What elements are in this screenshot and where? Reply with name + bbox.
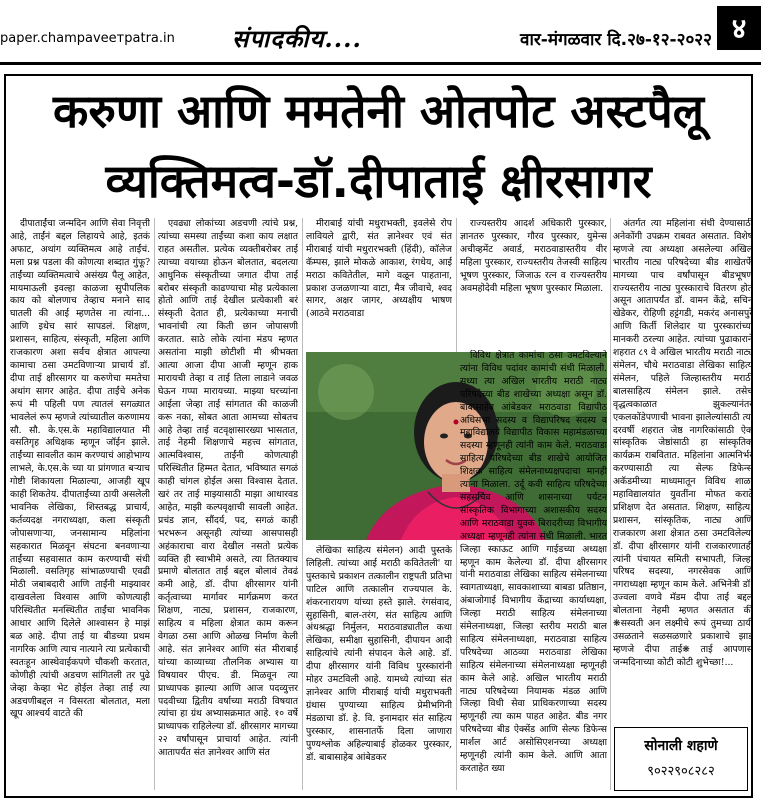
column-divider bbox=[302, 218, 303, 790]
article-column-4-top: राज्यस्तरीय आदर्श अधिकारी पुरस्कार, ज्ञानतरु पुरस्कार, गौरव पुरस्कार, युमेन्स अचीव्हमेंट अवार्ड, मराठवाडास्तरीय वीर महिला पुरस्कार, राज्यस्तरीय तेजस्वी साहित्य भूषण पुरस्कार, जिजाऊ रत्न व राज्यस्तरीय अवमहोदेवी महिला भूषण पुरस्कार मिळाला. bbox=[460, 218, 607, 294]
headline-line-2: व्यक्तिमत्व-डॉ.दीपाताई क्षीरसागर bbox=[105, 154, 652, 208]
article-column-3-top: मीराबाई यांची मधुराभक्ती, इवलेसे रोप लावियले द्वारी, संत ज्ञानेश्वर एवं संत मीराबाई यांची मधुरारभक्ती (हिंदी), कॉलेज कॅम्पस, झाले मोकळे आकाश, रंगधेय, आई मराठा कवितेतील, मागे वळून पाहताना, प्रकाश उजळणाऱ्या वाटा, मैत्र जीवाचे, श्वद सागर, अक्षर जागर, अध्यक्षीय भाषण (आठवे मराठवाडा bbox=[306, 218, 452, 320]
article-column-4-bottom: विविध क्षेत्रात कामांचा ठसा उमटविल्याने त्यांना विविध पदांवर कामांची संधी मिळाली. सध्या त्या अखिल भारतीय मराठी नाट्य परिषदेच्या बीड शाखेच्या अध्यक्षा असून डॉ. बाबासाहेब आंबेडकर मराठवाडा विद्यापीठ अधिसभा सदस्य व विद्यापरिषद सदस्य व महाविद्यालये विद्यापीठ विकास महामंडळाच्या सदस्या म्हणूनही त्यांनी काम केले. मराठवाडा साहित्य परिषदेच्या बीड शाखेचे आयोजित शिक्षक साहित्य संमेलनाध्यक्षपदाचा मानही त्यांना मिळाला. उर्दू कवी साहित्य परिषदेच्या सहसचिव आणि शासनाच्या पर्यटन सांस्कृतिक विभागाच्या अशासकीय सदस्य आणि मराठवाडा युवक बिरादरीच्या विभागीय अध्यक्षा म्हणूनही त्यांना संधी मिळाली. भारत जिल्हा स्काऊट आणि गाईडच्या अध्यक्षा म्हणून काम केलेल्या डॉ. दीपा क्षीरसागर यांनी मराठवाडा लेखिका साहित्य संमेलनाच्या स्वागताध्यक्षा, सावकाशाच्या बाबडा प्रतिष्ठान, अंबाजोगाई विभागीय केंद्राच्या कार्याध्यक्षा, जिल्हा मराठी साहित्य संमेलनाच्या संमेलनाध्यक्षा, जिल्हा स्तरीय मराठी बाल साहित्य संमेलनाध्यक्षा, मराठवाडा साहित्य परिषदेच्या आठव्या मराठवाडा लेखिका साहित्य संमेलनाच्या संमेलनाध्यक्षा म्हणूनही काम केले आहे. अखिल भारतीय मराठी नाट्य परिषदेच्या नियामक मंडळ आणि जिल्हा विधी सेवा प्राधिकरणाच्या सदस्य म्हणूनही त्या काम पाहत आहेत. बीड नगर परिषदेच्या बीड ऐक्सेंड आणि सेल्फ डिफेन्स मार्शल आर्ट असोसिएशनच्या अध्यक्षा म्हणूनही त्यांनी काम केले. आणि आता करताहेत ख्या bbox=[460, 350, 607, 774]
author-signature-box bbox=[614, 727, 748, 791]
author-phone: ९०२२९०८२८२ bbox=[647, 764, 715, 779]
column-divider bbox=[610, 218, 611, 790]
article-column-3-bottom: लेखिका साहित्य संमेलन) आदी पुस्तके लिहिली. त्यांच्या आई मराठी कवितेतली' या पुस्तकाचे प्रकाशन तत्कालीन राष्ट्रपती प्रतिभा पाटिल आणि तत्कालीन राज्यपाल के. शंकरनारायण यांच्या हस्ते झाले. रंगसंवाद, सुहासिनी, बाल-तरंग, संत साहित्य आणि अंधश्रद्धा निर्मुलन, मराठवाड्यातील कथा लेखिका, समीक्षा सुहासिनी, दीपायन आदी साहित्यांचे त्यांनी संपादन केले आहे. डॉ. दीपा क्षीरसागर यांनी विविध पुरस्कारांनी मोहर उमटविली आहे. यामध्ये त्यांच्या संत ज्ञानेश्वर आणि मीराबाई यांची मधुराभक्ती ग्रंथास पुण्याच्या साहित्य प्रेमीभगिनी मंडळाचा डॉ. हे. वि. इनामदार संत साहित्य पुरस्कार, शासनातर्फे दिला जाणारा पुण्यश्लोक अहिल्याबाई होळकर पुरस्कार, डॉ. बाबासाहेब आंबेडकर bbox=[306, 545, 452, 763]
issue-date: वार-मंगळवार दि.२७-१२-२०२२ bbox=[520, 30, 712, 50]
article-column-1: दीपाताईंचा जन्मदिन आणि सेवा निवृत्ती आहे, ताईंनं बद्दल लिहायचे आहे, इतकं अफाट, अथांग व्यक्तिमत्व आहे ताईंचं. मला प्रश्न पडला की कोणत्या शब्दात गुंफू? ताईंच्या व्यक्तिमत्वाचे असंख्य पैलू आहेत, मायमाऊली इवल्हा काळजा सुपीपलिक काय को बोलणाच तेव्हाच मनाने साद घातली की आई म्हणतेस ना त्यांना... आणि इथेच सारं सापडलं. शिक्षण, प्रशासन, साहित्य, संस्कृती, महिला आणि राजकारण अशा सर्वच क्षेत्रात आपल्या कामाचा ठसा उमटविणाऱ्या प्राचार्य डॉ. दीपा ताई क्षीरसागर या करुणेचा ममतेचा अथांग सागर आहेत. दीपा ताईंचे अनेक रूपं मी पहिली पण त्यातलं सगळ्यात भावलेलं रूप म्हणजे त्यांच्यातील करुणामय सौ. सौ. के.एस.के महाविद्यालयात मी वसतिगृह अधिक्षक म्हणून जॉईन झाले. ताईंच्या सावलीत काम करण्याचं आहोभाग्य लाभले, के.एस.के च्या या प्रांगणात बऱ्याच गोष्टी शिकायला मिळाल्या, आजही खूप काही शिकतेय. दीपाताईंच्या ठायी असलेली भावनिक लेखिका, शिस्तबद्ध प्राचार्य, कर्तव्यदक्ष नगराध्यक्षा, कला संस्कृती जोपासणाऱ्या, जनसामान्य महिलांना सहकारात मिळवून संघटना बनवणाऱ्या ताईंच्या सहवासात काम करण्याची संधी मिळाली. वसतिगृह सांभाळण्याची एवढी मोठी जबाबदारी आणि ताईंनी माझ्यावर दाखवलेला विश्वास आणि कोणत्याही परिस्थितीत मनस्थितीत ताईंचा भावनिक आधार आणि दिलेले आश्वासन हे माझं बळ आहे. दीपा ताई या बीडच्या प्रथम नागरिक आणि त्याच नात्याने त्या प्रत्येकाची स्वतःहून आस्थेवाईकपणे चौकशी करतात, कोणीही त्यांची अडचण सांगितली तर पुढे जेव्हा केव्हा भेट होईल तेव्हा ताई त्या अडचणीबद्दल न विसरता बोलतात, मला खूप आश्चर्य वाटते की bbox=[10, 218, 150, 720]
website-url[interactable]: paper.champaveeтpatra.in bbox=[0, 31, 175, 46]
section-title: संपादकीय.... bbox=[232, 24, 362, 53]
author-name: सोनाली शहाणे bbox=[644, 738, 718, 754]
headline-line-1: करुणा आणि ममतेनी ओतपोट अस्टपैलू bbox=[53, 84, 704, 138]
article-column-2: एवढ्या लोकांच्या अडचणी त्यांचे प्रश्न, त्यांच्या समस्या ताईंच्या कशा काय लक्षात राहत असतील. प्रत्येक व्यक्तीबरोबर ताई त्याच्या वयाच्या होऊन बोलतात, बदलत्या आधुनिक संस्कृतीच्या जगात दीपा ताई बरोबर संस्कृती काढण्याचा मोह प्रत्येकाला होतो आणि ताई देखील प्रत्येकाशी बरं संस्कृती देतात ही, प्रत्येकाच्या मनाची भावनांची त्या किती छान जोपासणी करतात. साठे लोके त्यांना मंडप म्हणत असतांना माझी छोटीशी मी श्रीभक्ता आत्या आजा दीपा आजी म्हणून हाक मारायची तेव्हा व ताई तिला लाडाने जवळ घेऊन गप्पा मारायच्या. माझ्या घरच्यांना आईला जेव्हा ताई सांगतात की काळजी करू नका, सोबत आता आमच्या सोबतच आहे तेव्हा ताई वटवृक्षासारख्या भासतात, ताई नेहमी शिक्षणाचे महत्त्व सांगतात, आत्मविश्वास, ताईंनी कोणत्याही परिस्थितीत हिम्मत देतात, भविष्यात सगळं काही चांगल होईल असा विश्वास देतात. खरं तर ताई माझ्यासाठी माझा आधारवड आहेत, माझी कल्पवृक्षाची सावली आहेत. प्रचंड ज्ञान, सौंदर्य, पद, सगळं काही भरभरून असूनही त्यांच्या आसपासही अहंकाराचा वारा देखील नसतो प्रत्येक व्यक्ति ही स्वाभीमे असते, त्या तितक्याच प्रमाणे बोलतात ताई बद्दल बोलावं तेवढं कमी आहे, डॉ. दीपा क्षीरसागर यांनी कर्तृत्वाच्या मार्गावर मार्गक्रमण करत शिक्षण, नाट्य, प्रशासन, राजकारण, साहित्य व महिला क्षेत्रात काम करून वेगळा ठसा आणि ओळख निर्माण केली आहे. संत ज्ञानेश्वर आणि संत मीराबाई यांच्या काव्याच्या तौलनिक अभ्यास या विषयावर पीएच. डी. मिळवून त्या प्राध्यापक झाल्या आणि आज पदव्युत्तर पदवीच्या द्वितीय वर्षाच्या मराठी विषयात त्यांचा हा ग्रंथ अभ्यासक्रमात आहे. १० वर्षे प्राध्यापक राहिलेल्या डॉ. क्षीरसागर मागच्या २२ वर्षांपासून प्राचार्या आहेत. त्यांनी आतापर्यंत संत ज्ञानेश्वर आणि संत bbox=[158, 218, 298, 759]
masthead bbox=[0, 0, 761, 70]
page-number-badge: ४ bbox=[717, 6, 761, 50]
masthead-rule bbox=[0, 62, 761, 65]
article-column-5: अंतर्गत त्या महिलांना संधी देण्यासाठी अनेकोंगी उपक्रम राबवत असतात. विशेष म्हणजे त्या अध्यक्षा असलेल्या अखिल भारतीय नाट्य परिषदेच्या बीड शाखेतर्फे मागच्या पाच वर्षांपासून बीडभूषण राज्यस्तरीय नाट्य पुरस्काराचे वितरण होत असून आतापर्यंत डॉ. वामन केंद्रे, सचिन खेडेकर, रोहिणी हट्टंगडी, मकरंद अनासपुरे आणि किर्ती शिलेदार या पुरस्कारांच्या मानकरी ठरल्या आहेत. त्यांच्या पुढाकाराने शहरात ८९ वे अखिल भारतीय मराठी नाट्य संमेलन, चौथे मराठवाडा लेखिका साहित्य संमेलन, पहिले जिल्हास्तरीय मराठी बालसाहित्य संमेलन झाले. तसेच वृद्धत्वकाळात झुकल्यानंतर एकलकोंडेपणाची भावना झालेल्यांसाठी त्या दरवर्षी शहरात जेष्ठ नागरिकांसाठी ऐक सांस्कृतिक जेष्ठांसाठी हा सांस्कृतिक कार्यक्रम राबवितात. महिलांना आत्मनिर्भर करण्यासाठी त्या सेल्फ डिफेन्स अकॅडमीच्या माध्यमातून विविध शाळा महाविद्यालयांत युवतींना मोफत कराटे प्रशिक्षण देत असतात. शिक्षण, साहित्य, प्रशासन, सांस्कृतिक, नाट्य आणि राजकारण अशा क्षेत्रात ठसा उमटविलेल्या डॉ. दीपा क्षीरसागर यांनी राजकारणातही त्यांनी पंचायत समिती सभापती, जिल्हा परिषद सदस्या, नगरसेवक आणि नगराध्यक्षा म्हणून काम केले. अभिनेत्री डॉ. उज्वला वणवे मॅडम दीपा ताई बद्दल बोलताना नेहमी म्हणत असतात की ❋सस्वती अन लक्ष्मीचे रूपं तुमच्या ठायी उसळताने सळसळणारे प्रकाशाचे झाड म्हणजे दीपा ताई❋ ताई आपणास जन्मदिनाच्या कोटी कोटी शुभेच्छा!... bbox=[613, 218, 753, 668]
column-divider bbox=[154, 218, 155, 790]
